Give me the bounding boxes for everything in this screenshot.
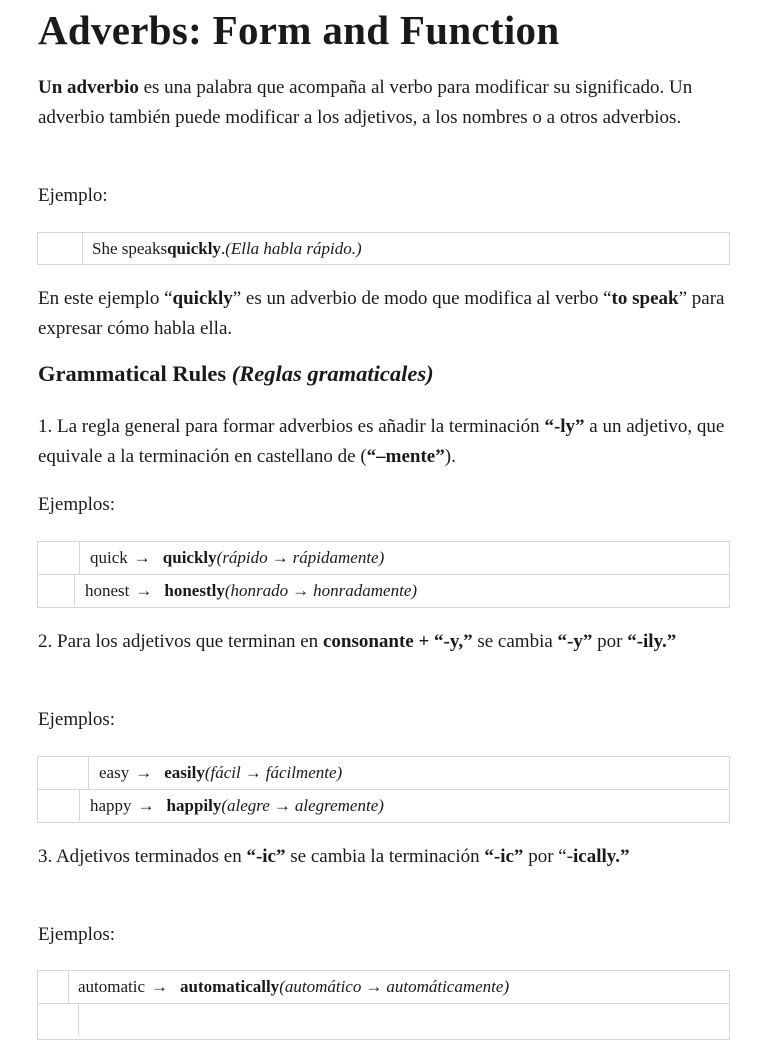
example-label: Ejemplo: <box>38 185 108 206</box>
translation: (automático → automáticamente) <box>279 977 510 996</box>
rule-3-suffix-ic-2: “-ic” <box>484 846 524 867</box>
rule-2-text-3: por <box>592 631 628 652</box>
rule-2-paragraph <box>38 627 738 657</box>
arrow-icon: → <box>135 580 153 600</box>
arrow-icon: → <box>151 977 169 996</box>
rule-3-suffix-ic: “-ic” <box>246 846 286 867</box>
example-sentence-post: . <box>220 238 226 258</box>
examples-label-1: Ejemplos: <box>38 494 116 515</box>
translation-adjective: alegre <box>227 795 270 815</box>
rule-2-suffix-y: “-y” <box>557 631 593 652</box>
rule-1-suffix-ly: “-ly” <box>544 416 585 437</box>
rule-1-text-1: 1. La regla general para formar adverbios es añadir la terminación <box>38 416 545 437</box>
arrow-icon: → <box>365 977 383 996</box>
adjective: quick <box>90 548 128 567</box>
arrow-icon: → <box>133 548 151 567</box>
rule-3-paragraph <box>38 842 738 872</box>
examples-label-3: Ejemplos: <box>38 924 116 945</box>
examples-label-2: Ejemplos: <box>38 709 116 730</box>
adjective: automatic <box>78 977 146 996</box>
rule-2-text-1: 2. Para los adjetivos que terminan en <box>38 631 323 652</box>
rule-3-text-3: por “- <box>523 846 574 867</box>
adverb: easily <box>164 763 205 782</box>
arrow-icon: → <box>292 580 310 600</box>
rule-1-paragraph <box>38 412 738 471</box>
rule-1-suffix-mente: “–mente” <box>366 445 445 467</box>
table-row <box>38 971 729 1003</box>
example-cell <box>90 542 384 574</box>
intro-paragraph <box>38 73 738 132</box>
rule-1-text-3: ). <box>444 445 456 467</box>
translation-adverb: honradamente <box>313 580 412 600</box>
adverb: automatically <box>180 977 280 996</box>
table-row <box>38 233 729 264</box>
rule-2-suffix-ily: “-ily.” <box>627 631 677 652</box>
example-adverb: quickly <box>167 238 221 258</box>
table-row <box>38 1003 729 1035</box>
adverb: honestly <box>164 580 225 600</box>
translation-adjective: automático <box>284 977 362 996</box>
rules-heading-main: Grammatical Rules <box>38 361 232 386</box>
rule-1-text-2: a un adjetivo, que equivale a la terminación en castellano de ( <box>38 416 725 467</box>
explanation-text-2: ” es un adverbio de modo que modifica al verbo “ <box>232 288 612 309</box>
intro-term: Un adverbio <box>38 77 139 98</box>
translation-adverb: rápidamente <box>292 548 379 567</box>
rule-3-text-1: 3. Adjetivos terminados en <box>38 846 247 867</box>
table-row <box>38 757 729 789</box>
translation-adverb: automáticamente <box>386 977 504 996</box>
translation-adverb: alegremente <box>294 795 379 815</box>
examples-table-3 <box>37 970 730 1040</box>
examples-table-1 <box>37 541 730 608</box>
arrow-icon: → <box>273 795 291 815</box>
translation: (rápido → rápidamente) <box>216 548 385 567</box>
example-cell <box>90 790 384 821</box>
translation: (alegre → alegremente) <box>221 795 384 815</box>
example-table <box>37 232 730 265</box>
table-row <box>38 542 729 574</box>
arrow-icon: → <box>135 763 153 782</box>
explanation-word-to-speak: to speak <box>611 288 679 309</box>
arrow-icon: → <box>271 548 289 567</box>
rule-3-text-2: se cambia la terminación <box>285 846 485 867</box>
table-row <box>38 574 729 606</box>
translation-adjective: honrado <box>230 580 289 600</box>
explanation-text-1: En este ejemplo “ <box>38 288 173 309</box>
rules-heading-italic: (Reglas gramaticales) <box>231 361 434 386</box>
intro-text: es una palabra que acompaña al verbo para modificar su significado. Un adverbio también puede modificar a los adjetivos, a los nombres o a otros adverbios. <box>38 77 693 128</box>
rule-3-suffix-ically: ically.” <box>573 846 630 867</box>
examples-table-2 <box>37 756 730 823</box>
arrow-icon: → <box>137 795 155 815</box>
example-translation: (Ella habla rápido.) <box>225 238 362 258</box>
example-sentence <box>92 233 362 264</box>
table-row <box>38 789 729 821</box>
explanation-word-quickly: quickly <box>172 288 233 309</box>
translation-adverb: fácilmente <box>265 763 337 782</box>
example-sentence-pre: She speaks <box>92 238 168 258</box>
adverb: happily <box>166 795 222 815</box>
explanation-paragraph <box>38 284 738 343</box>
rule-2-text-2: se cambia <box>472 631 558 652</box>
arrow-icon: → <box>244 763 262 782</box>
translation-adjective: rápido <box>222 548 268 567</box>
adjective: happy <box>90 795 132 815</box>
rules-heading <box>38 361 434 387</box>
adjective: easy <box>99 763 130 782</box>
adverb: quickly <box>162 548 217 567</box>
page-title: Adverbs: Form and Function <box>38 7 560 53</box>
translation: (fácil → fácilmente) <box>204 763 343 782</box>
adjective: honest <box>85 580 130 600</box>
example-cell <box>85 575 417 606</box>
translation: (honrado → honradamente) <box>224 580 418 600</box>
explanation-text-3: ” para expresar cómo habla ella. <box>38 288 725 339</box>
example-cell <box>99 757 342 789</box>
translation-adjective: fácil <box>210 763 241 782</box>
example-cell <box>78 971 509 1003</box>
rule-2-consonant-y: consonante + “-y,” <box>322 631 473 652</box>
